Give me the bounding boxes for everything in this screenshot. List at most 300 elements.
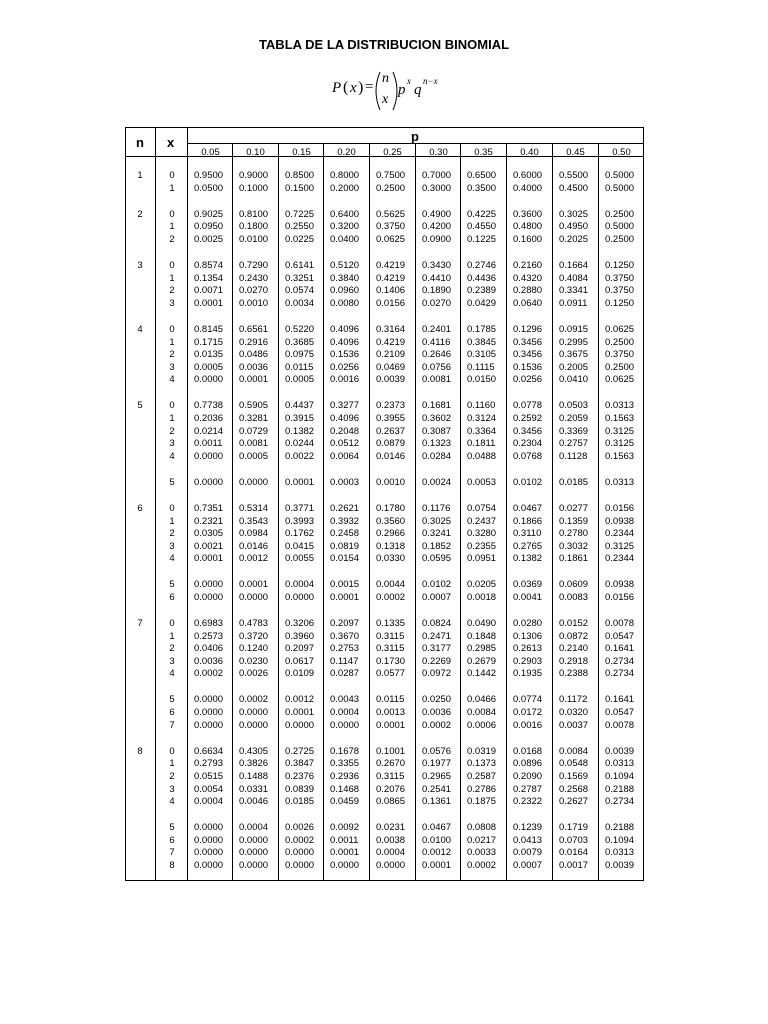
probability-cell: 0.2188 <box>605 822 635 834</box>
probability-cell: 0.0002 <box>376 591 406 603</box>
probability-cell: 0.2321 <box>194 515 224 527</box>
probability-cell: 0.3456 <box>513 336 543 348</box>
formula-exp-nx: n−x <box>423 76 438 86</box>
probability-cell: 0.2985 <box>467 643 497 655</box>
column-divider <box>415 144 416 880</box>
probability-cell: 0.4096 <box>330 413 360 424</box>
probability-cell: 0.1715 <box>194 336 224 348</box>
probability-cell: 0.0824 <box>422 618 452 629</box>
x-value: 3 <box>169 783 175 795</box>
probability-cell: 0.0172 <box>513 707 543 718</box>
probability-cell: 0.0879 <box>376 438 406 450</box>
probability-cell: 0.0756 <box>422 361 452 373</box>
probability-cell: 0.3206 <box>285 618 315 629</box>
probability-cell: 0.1563 <box>605 450 635 462</box>
probability-cell: 0.2541 <box>422 783 452 795</box>
probability-cell: 0.0459 <box>330 796 360 808</box>
formula-base-q: q <box>414 82 422 98</box>
probability-cell: 0.1115 <box>467 361 495 373</box>
n-value: 3 <box>137 260 143 271</box>
probability-cell: 0.3125 <box>605 438 635 450</box>
probability-cell: 0.0512 <box>330 438 360 450</box>
probability-cell: 0.0729 <box>239 425 269 437</box>
probability-cell: 0.0469 <box>376 361 406 373</box>
probability-cell: 0.4437 <box>285 400 315 412</box>
p-value-header: 0.20 <box>337 147 356 158</box>
probability-cell: 0.0135 <box>194 349 224 361</box>
probability-cell: 0.1600 <box>513 233 543 245</box>
x-value: 6 <box>169 591 175 603</box>
formula-x: x <box>350 80 357 96</box>
x-value: 0 <box>169 400 175 412</box>
column-divider <box>187 128 188 880</box>
probability-cell: 0.2036 <box>194 413 224 424</box>
probability-cell: 0.1890 <box>422 285 452 297</box>
probability-cell: 0.0102 <box>422 579 452 591</box>
probability-cell: 0.2389 <box>467 285 497 297</box>
probability-cell: 0.0595 <box>422 553 452 565</box>
probability-cell: 0.1172 <box>559 694 588 706</box>
formula-n: n <box>382 71 389 86</box>
probability-cell: 0.5314 <box>239 502 269 514</box>
probability-cell: 0.2966 <box>376 528 406 540</box>
probability-cell: 0.0007 <box>422 591 452 603</box>
n-value: 1 <box>137 170 143 181</box>
probability-cell: 0.2587 <box>467 770 497 782</box>
probability-cell: 0.3456 <box>513 425 543 437</box>
probability-cell: 0.0000 <box>194 707 224 718</box>
x-value: 0 <box>169 618 175 629</box>
probability-cell: 0.0083 <box>559 591 589 603</box>
probability-cell: 0.0002 <box>239 694 269 706</box>
probability-cell: 0.1664 <box>559 260 589 271</box>
x-value: 0 <box>169 502 175 514</box>
probability-cell: 0.0071 <box>194 285 224 297</box>
probability-cell: 0.0819 <box>330 540 360 552</box>
probability-cell: 0.5500 <box>559 170 589 181</box>
probability-cell: 0.5625 <box>376 208 406 220</box>
n-value: 8 <box>137 745 143 757</box>
probability-cell: 0.3750 <box>605 285 635 297</box>
probability-cell: 0.0284 <box>422 450 452 462</box>
probability-cell: 0.3675 <box>559 349 589 361</box>
probability-cell: 0.0001 <box>239 579 269 591</box>
probability-cell: 0.0250 <box>422 694 452 706</box>
probability-cell: 0.2568 <box>559 783 589 795</box>
probability-cell: 0.0034 <box>285 297 315 309</box>
probability-cell: 0.0429 <box>467 297 497 309</box>
probability-cell: 0.3500 <box>467 182 497 194</box>
probability-cell: 0.0640 <box>513 297 543 309</box>
probability-cell: 0.0012 <box>422 847 452 859</box>
probability-cell: 0.0000 <box>239 707 269 718</box>
probability-cell: 0.2458 <box>330 528 360 540</box>
probability-cell: 0.2573 <box>194 630 224 642</box>
probability-cell: 0.0330 <box>376 553 406 565</box>
probability-cell: 0.2746 <box>467 260 497 271</box>
probability-cell: 0.0320 <box>559 707 589 718</box>
header-p: p <box>411 129 419 144</box>
probability-cell: 0.3845 <box>467 336 497 348</box>
probability-cell: 0.0000 <box>330 719 360 731</box>
probability-cell: 0.0010 <box>239 297 269 309</box>
probability-cell: 0.1000 <box>239 182 269 194</box>
probability-cell: 0.0001 <box>422 859 452 871</box>
probability-cell: 0.1536 <box>513 361 543 373</box>
x-value: 4 <box>169 796 175 808</box>
x-value: 2 <box>169 643 175 655</box>
probability-cell: 0.1977 <box>422 758 452 770</box>
probability-cell: 0.0164 <box>559 847 589 859</box>
probability-cell: 0.4783 <box>239 618 269 629</box>
x-value: 2 <box>169 233 175 245</box>
probability-cell: 0.0960 <box>330 285 360 297</box>
probability-cell: 0.0000 <box>194 579 224 591</box>
probability-cell: 0.0951 <box>467 553 497 565</box>
probability-cell: 0.1382 <box>285 425 315 437</box>
probability-cell: 0.0004 <box>330 707 360 718</box>
x-value: 7 <box>169 719 175 731</box>
probability-cell: 0.0001 <box>376 719 406 731</box>
header-n: n <box>136 135 144 150</box>
probability-cell: 0.0043 <box>330 694 360 706</box>
probability-cell: 0.4410 <box>422 272 452 284</box>
probability-cell: 0.7500 <box>376 170 406 181</box>
probability-cell: 0.0768 <box>513 450 543 462</box>
probability-cell: 0.0617 <box>285 655 315 667</box>
probability-cell: 0.3600 <box>513 208 543 220</box>
probability-cell: 0.4550 <box>467 221 497 233</box>
probability-cell: 0.2140 <box>559 643 589 655</box>
probability-cell: 0.0486 <box>239 349 269 361</box>
x-value: 0 <box>169 323 175 335</box>
probability-cell: 0.0001 <box>330 591 360 603</box>
probability-cell: 0.0313 <box>605 847 635 859</box>
probability-cell: 0.3840 <box>330 272 360 284</box>
probability-cell: 0.0625 <box>605 323 635 335</box>
probability-cell: 0.1875 <box>467 796 497 808</box>
probability-cell: 0.0084 <box>467 707 497 718</box>
p-value-header: 0.05 <box>201 147 220 158</box>
probability-cell: 0.0053 <box>467 476 497 488</box>
probability-cell: 0.0000 <box>285 859 315 871</box>
probability-cell: 0.0036 <box>239 361 269 373</box>
n-value: 7 <box>137 618 143 629</box>
probability-cell: 0.1852 <box>422 540 452 552</box>
probability-cell: 0.9500 <box>194 170 224 181</box>
p-value-header: 0.35 <box>474 147 493 158</box>
x-value: 4 <box>169 553 175 565</box>
probability-cell: 0.2059 <box>559 413 589 424</box>
probability-cell: 0.3771 <box>285 502 315 514</box>
probability-cell: 0.0012 <box>285 694 315 706</box>
probability-cell: 0.6141 <box>285 260 315 271</box>
probability-cell: 0.4096 <box>330 323 360 335</box>
probability-cell: 0.0115 <box>376 694 405 706</box>
probability-cell: 0.0016 <box>513 719 543 731</box>
probability-cell: 0.0547 <box>605 630 635 642</box>
p-value-header: 0.25 <box>383 147 402 158</box>
probability-cell: 0.0146 <box>239 540 269 552</box>
probability-cell: 0.9000 <box>239 170 269 181</box>
probability-cell: 0.0011 <box>194 438 223 450</box>
probability-cell: 0.0168 <box>513 745 543 757</box>
probability-cell: 0.2005 <box>559 361 589 373</box>
probability-cell: 0.5000 <box>605 182 635 194</box>
probability-cell: 0.3277 <box>330 400 360 412</box>
probability-cell: 0.0703 <box>559 834 589 846</box>
probability-cell: 0.0577 <box>376 668 406 680</box>
probability-cell: 0.4305 <box>239 745 269 757</box>
probability-cell: 0.0774 <box>513 694 543 706</box>
probability-cell: 0.0547 <box>605 707 635 718</box>
probability-cell: 0.0003 <box>330 476 360 488</box>
x-value: 5 <box>169 822 175 834</box>
x-value: 8 <box>169 859 175 871</box>
probability-cell: 0.6983 <box>194 618 224 629</box>
probability-cell: 0.3670 <box>330 630 360 642</box>
probability-cell: 0.2621 <box>330 502 360 514</box>
probability-cell: 0.2304 <box>513 438 543 450</box>
probability-cell: 0.4436 <box>467 272 497 284</box>
probability-cell: 0.1500 <box>285 182 315 194</box>
probability-cell: 0.2903 <box>513 655 543 667</box>
probability-cell: 0.3025 <box>422 515 452 527</box>
probability-cell: 0.0413 <box>513 834 543 846</box>
probability-cell: 0.0046 <box>239 796 269 808</box>
probability-cell: 0.4116 <box>422 336 451 348</box>
probability-cell: 0.0036 <box>194 655 224 667</box>
probability-cell: 0.0016 <box>330 374 360 386</box>
probability-cell: 0.2109 <box>376 349 406 361</box>
probability-cell: 0.1001 <box>376 745 406 757</box>
probability-cell: 0.0280 <box>513 618 543 629</box>
formula-exp-x: x <box>407 76 411 86</box>
probability-cell: 0.1160 <box>467 400 496 412</box>
probability-cell: 0.3032 <box>559 540 589 552</box>
probability-cell: 0.0231 <box>376 822 406 834</box>
probability-cell: 0.0000 <box>239 834 269 846</box>
probability-cell: 0.3087 <box>422 425 452 437</box>
probability-cell: 0.0001 <box>194 553 224 565</box>
probability-cell: 0.0000 <box>194 694 224 706</box>
probability-cell: 0.0415 <box>285 540 315 552</box>
probability-cell: 0.0109 <box>285 668 315 680</box>
p-value-header: 0.50 <box>612 147 631 158</box>
probability-cell: 0.0548 <box>559 758 589 770</box>
probability-cell: 0.2500 <box>605 336 635 348</box>
probability-cell: 0.1094 <box>605 834 635 846</box>
probability-cell: 0.0000 <box>194 822 224 834</box>
probability-cell: 0.2025 <box>559 233 589 245</box>
probability-cell: 0.0018 <box>467 591 497 603</box>
probability-cell: 0.0001 <box>239 374 269 386</box>
n-value: 5 <box>137 400 143 412</box>
probability-cell: 0.7225 <box>285 208 315 220</box>
probability-cell: 0.1354 <box>194 272 224 284</box>
probability-cell: 0.2500 <box>376 182 406 194</box>
probability-cell: 0.0002 <box>285 834 315 846</box>
probability-cell: 0.3750 <box>376 221 406 233</box>
probability-cell: 0.3115 <box>376 643 405 655</box>
probability-cell: 0.1861 <box>559 553 589 565</box>
probability-cell: 0.8100 <box>239 208 269 220</box>
probability-cell: 0.2471 <box>422 630 452 642</box>
probability-cell: 0.7000 <box>422 170 452 181</box>
probability-cell: 0.3115 <box>376 630 405 642</box>
x-value: 5 <box>169 694 175 706</box>
probability-cell: 0.3960 <box>285 630 315 642</box>
probability-cell: 0.0005 <box>239 450 269 462</box>
probability-cell: 0.0000 <box>194 719 224 731</box>
probability-cell: 0.7290 <box>239 260 269 271</box>
probability-cell: 0.0064 <box>330 450 360 462</box>
probability-cell: 0.2918 <box>559 655 589 667</box>
probability-cell: 0.0026 <box>239 668 269 680</box>
probability-cell: 0.4950 <box>559 221 589 233</box>
probability-cell: 0.2786 <box>467 783 497 795</box>
probability-cell: 0.3251 <box>285 272 315 284</box>
probability-cell: 0.0054 <box>194 783 224 795</box>
probability-cell: 0.1240 <box>239 643 269 655</box>
probability-cell: 0.6561 <box>239 323 269 335</box>
probability-cell: 0.0002 <box>194 668 224 680</box>
probability-cell: 0.0011 <box>330 834 359 846</box>
probability-cell: 0.0156 <box>376 297 406 309</box>
probability-cell: 0.0004 <box>285 579 315 591</box>
n-value: 2 <box>137 208 143 220</box>
probability-cell: 0.0001 <box>330 847 360 859</box>
probability-cell: 0.1296 <box>513 323 543 335</box>
probability-cell: 0.2787 <box>513 783 543 795</box>
probability-cell: 0.2401 <box>422 323 452 335</box>
probability-cell: 0.0490 <box>467 618 497 629</box>
probability-cell: 0.0001 <box>194 297 224 309</box>
probability-cell: 0.3955 <box>376 413 406 424</box>
probability-cell: 0.1373 <box>467 758 497 770</box>
probability-cell: 0.1678 <box>330 745 360 757</box>
x-value: 7 <box>169 847 175 859</box>
probability-cell: 0.2355 <box>467 540 497 552</box>
p-value-header: 0.30 <box>429 147 448 158</box>
probability-cell: 0.0039 <box>376 374 406 386</box>
probability-cell: 0.0972 <box>422 668 452 680</box>
probability-cell: 0.0013 <box>376 707 406 718</box>
probability-cell: 0.0287 <box>330 668 360 680</box>
binomial-bracket-icon <box>332 70 402 114</box>
probability-cell: 0.0574 <box>285 285 315 297</box>
column-divider <box>552 144 553 880</box>
probability-cell: 0.6500 <box>467 170 497 181</box>
probability-cell: 0.0896 <box>513 758 543 770</box>
probability-cell: 0.0146 <box>376 450 406 462</box>
probability-cell: 0.9025 <box>194 208 224 220</box>
probability-cell: 0.0081 <box>239 438 269 450</box>
column-divider <box>460 144 461 880</box>
probability-cell: 0.0024 <box>422 476 452 488</box>
probability-cell: 0.0006 <box>467 719 497 731</box>
x-value: 3 <box>169 297 175 309</box>
probability-cell: 0.2076 <box>376 783 406 795</box>
probability-cell: 0.2500 <box>605 208 635 220</box>
probability-cell: 0.2500 <box>605 233 635 245</box>
probability-cell: 0.0004 <box>376 847 406 859</box>
probability-cell: 0.0230 <box>239 655 269 667</box>
probability-cell: 0.2734 <box>605 655 635 667</box>
probability-cell: 0.1335 <box>376 618 406 629</box>
probability-cell: 0.0000 <box>239 591 269 603</box>
probability-cell: 0.2437 <box>467 515 497 527</box>
probability-cell: 0.1866 <box>513 515 543 527</box>
x-value: 6 <box>169 834 175 846</box>
probability-cell: 0.1442 <box>467 668 497 680</box>
probability-cell: 0.3602 <box>422 413 452 424</box>
x-value: 3 <box>169 361 175 373</box>
column-divider <box>278 144 279 880</box>
probability-cell: 0.2550 <box>285 221 315 233</box>
x-value: 0 <box>169 170 175 181</box>
probability-cell: 0.3355 <box>330 758 360 770</box>
probability-cell: 0.3025 <box>559 208 589 220</box>
probability-cell: 0.2646 <box>422 349 452 361</box>
probability-cell: 0.0466 <box>467 694 497 706</box>
probability-cell: 0.0938 <box>605 579 635 591</box>
probability-cell: 0.1785 <box>467 323 497 335</box>
probability-cell: 0.0038 <box>376 834 406 846</box>
x-value: 1 <box>169 182 175 194</box>
probability-cell: 0.0270 <box>239 285 269 297</box>
probability-cell: 0.0005 <box>194 361 224 373</box>
probability-cell: 0.2916 <box>239 336 269 348</box>
probability-cell: 0.1128 <box>559 450 588 462</box>
column-divider <box>155 128 156 880</box>
probability-cell: 0.0900 <box>422 233 452 245</box>
probability-cell: 0.0515 <box>194 770 224 782</box>
probability-cell: 0.8000 <box>330 170 360 181</box>
probability-cell: 0.0950 <box>194 221 224 233</box>
probability-cell: 0.0080 <box>330 297 360 309</box>
x-value: 3 <box>169 540 175 552</box>
probability-cell: 0.2780 <box>559 528 589 540</box>
probability-cell: 0.0305 <box>194 528 224 540</box>
probability-cell: 0.3750 <box>605 349 635 361</box>
formula-k: x <box>382 92 389 107</box>
probability-cell: 0.0467 <box>513 502 543 514</box>
probability-cell: 0.1569 <box>559 770 589 782</box>
probability-cell: 0.1800 <box>239 221 269 233</box>
x-value: 1 <box>169 336 175 348</box>
probability-cell: 0.3105 <box>467 349 497 361</box>
probability-cell: 0.1488 <box>239 770 269 782</box>
probability-cell: 0.2627 <box>559 796 589 808</box>
probability-cell: 0.0754 <box>467 502 497 514</box>
probability-cell: 0.0576 <box>422 745 452 757</box>
x-value: 1 <box>169 221 175 233</box>
probability-cell: 0.2679 <box>467 655 497 667</box>
probability-cell: 0.4320 <box>513 272 543 284</box>
probability-cell: 0.0156 <box>605 591 635 603</box>
probability-cell: 0.0778 <box>513 400 543 412</box>
probability-cell: 0.2765 <box>513 540 543 552</box>
x-value: 5 <box>169 579 175 591</box>
column-divider <box>369 144 370 880</box>
probability-cell: 0.2880 <box>513 285 543 297</box>
formula-paren-open: ( <box>343 79 349 96</box>
probability-cell: 0.0000 <box>194 450 224 462</box>
probability-cell: 0.1361 <box>422 796 452 808</box>
probability-cell: 0.3164 <box>376 323 406 335</box>
probability-cell: 0.0975 <box>285 349 315 361</box>
